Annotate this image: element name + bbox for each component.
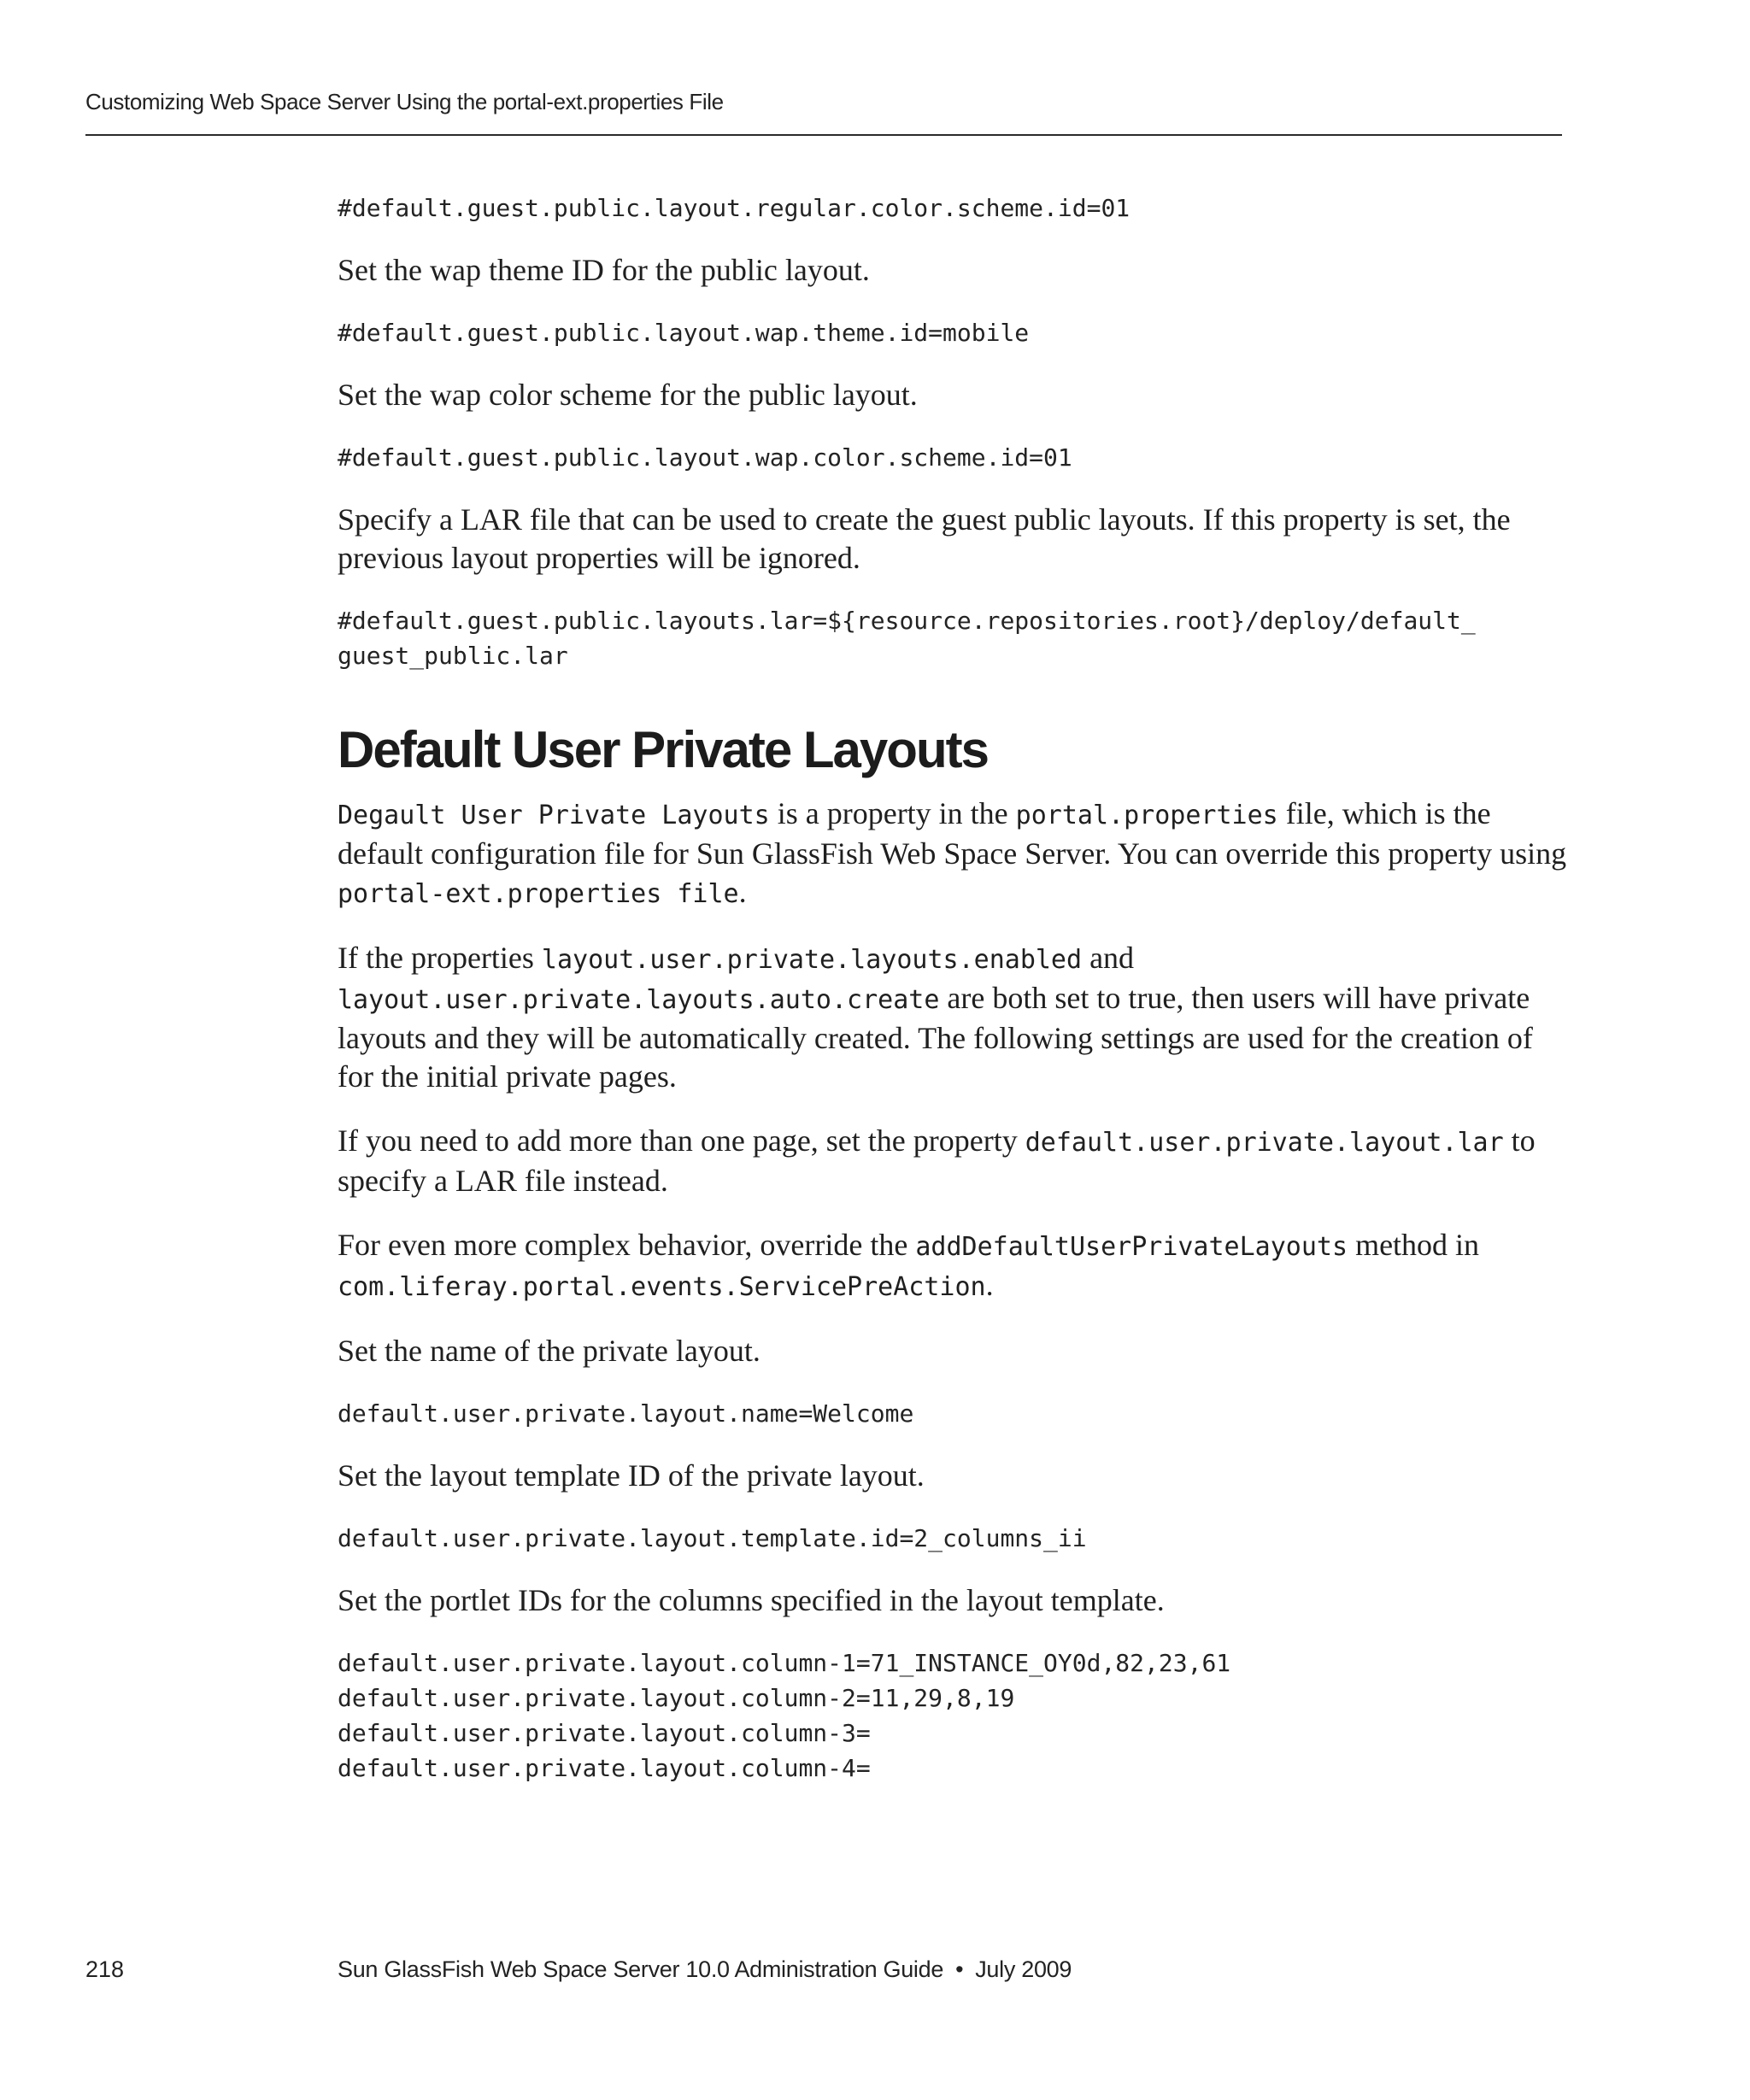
text-span: For even more complex behavior, override the (338, 1228, 916, 1262)
code-block (338, 603, 1568, 673)
footer-separator: • (955, 1956, 964, 1982)
publication-date: July 2009 (975, 1956, 1072, 1982)
code-line: default.user.private.layout.column-1=71_INSTANCE_OY0d,82,23,61 (338, 1649, 1231, 1677)
inline-code: layout.user.private.layouts.auto.create (338, 985, 940, 1015)
paragraph (338, 1226, 1568, 1306)
code-line: default.user.private.layout.template.id=2_columns_ii (338, 1524, 1087, 1552)
code-line: #default.guest.public.layout.wap.theme.id=mobile (338, 319, 1030, 347)
code-line: default.user.private.layout.name=Welcome (338, 1399, 914, 1428)
page-content (338, 184, 1568, 1786)
text-span: and (1082, 941, 1135, 975)
code-line: default.user.private.layout.column-2=11,29,8,19 (338, 1684, 1015, 1712)
paragraph (338, 1122, 1568, 1200)
inline-code: addDefaultUserPrivateLayouts (915, 1232, 1348, 1262)
paragraph (338, 795, 1568, 913)
inline-code: layout.user.private.layouts.enabled (541, 945, 1083, 975)
running-header: Customizing Web Space Server Using the portal-ext.properties File (85, 89, 724, 114)
paragraph (338, 939, 1568, 1096)
inline-code: portal.properties (1015, 801, 1278, 830)
page-number: 218 (85, 1956, 125, 1982)
book-title: Sun GlassFish Web Space Server 10.0 Administration Guide (338, 1956, 944, 1982)
text-span: are both set to true, then users will have private layouts and they will be automatically created. The following settings are used for the creation of for the initial private pages. (338, 981, 1533, 1094)
code-line: default.user.private.layout.column-4= (338, 1754, 871, 1782)
text-span: is a property in the (769, 796, 1016, 830)
text-span: If the properties (338, 941, 542, 975)
text-span: to specify a LAR file instead. (338, 1123, 1536, 1198)
section-heading: Default User Private Layouts (338, 721, 988, 778)
code-line: default.user.private.layout.column-3= (338, 1719, 871, 1747)
inline-code: Degault User Private Layouts (338, 801, 770, 830)
text-span: . (985, 1268, 994, 1302)
code-line: #default.guest.public.layout.regular.color.scheme.id=01 (338, 194, 1130, 222)
header-rule (85, 134, 1562, 136)
paragraph: Set the layout template ID of the private layout. (338, 1458, 925, 1493)
code-block (338, 1645, 1568, 1786)
text-span: If you need to add more than one page, set the property (338, 1123, 1025, 1158)
paragraph: Set the wap theme ID for the public layout. (338, 253, 870, 287)
code-line: guest_public.lar (338, 642, 568, 670)
code-line: #default.guest.public.layouts.lar=${resource.repositories.root}/deploy/default_ (338, 607, 1476, 635)
paragraph: Specify a LAR file that can be used to create the guest public layouts. If this property is set, the previous layout properties will be ignored. (338, 502, 1511, 575)
paragraph: Set the wap color scheme for the public layout. (338, 378, 918, 412)
inline-code: com.liferay.portal.events.ServicePreAction (338, 1272, 986, 1302)
inline-code: default.user.private.layout.lar (1025, 1128, 1504, 1158)
text-span: file, which is the default configuration file for Sun GlassFish Web Space Server. You can override this property using (338, 796, 1567, 871)
paragraph: Set the portlet IDs for the columns specified in the layout template. (338, 1583, 1165, 1617)
paragraph: Set the name of the private layout. (338, 1334, 760, 1368)
text-span: . (738, 875, 747, 909)
text-span: method in (1348, 1228, 1480, 1262)
code-line: #default.guest.public.layout.wap.color.scheme.id=01 (338, 443, 1072, 472)
inline-code: portal-ext.properties file (338, 879, 739, 909)
running-footer (338, 1956, 1072, 1983)
